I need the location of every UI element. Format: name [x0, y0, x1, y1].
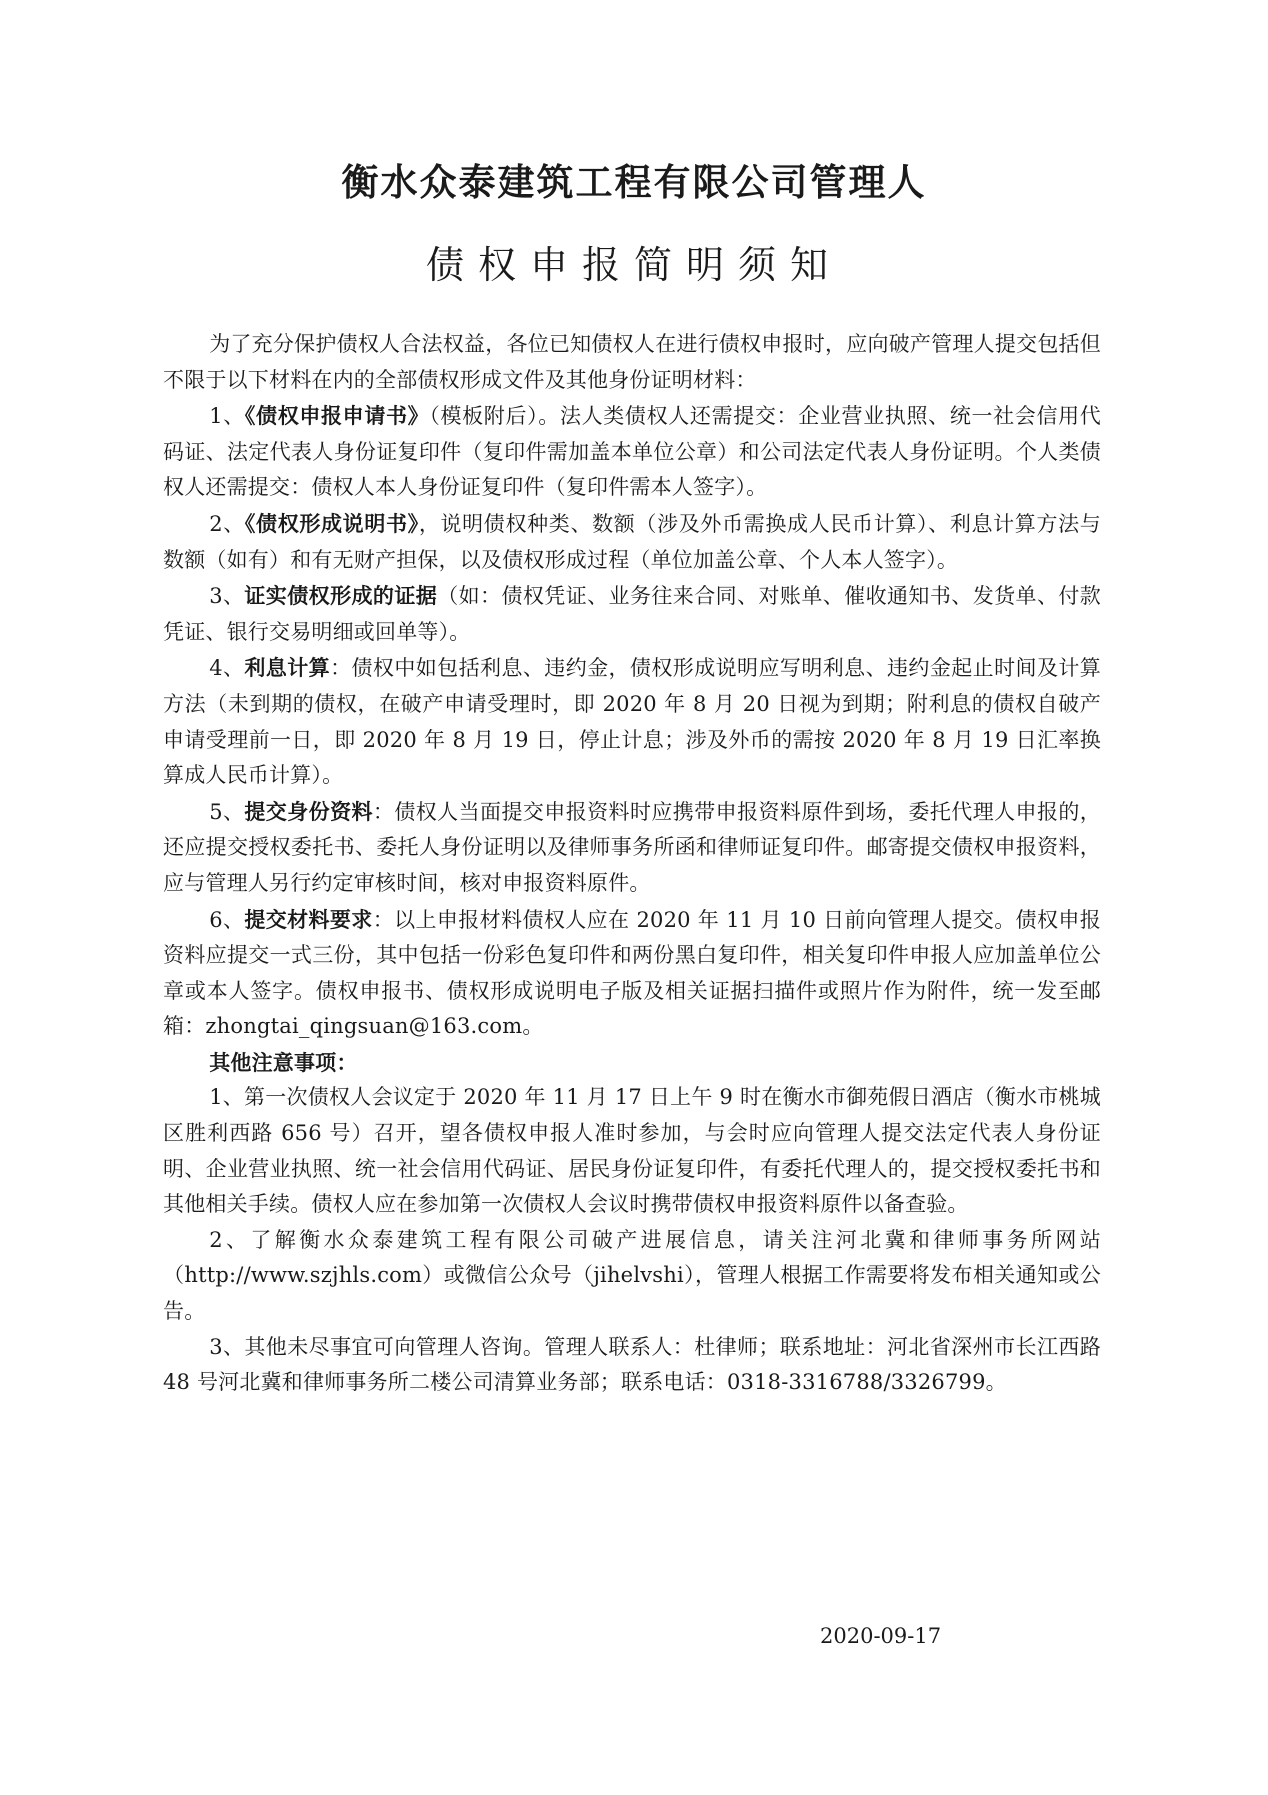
note-paragraph-3: 3、其他未尽事宜可向管理人咨询。管理人联系人：杜律师；联系地址：河北省深州市长江西路 48 号河北冀和律师事务所二楼公司清算业务部；联系电话：0318-3316788/3326799。 [163, 1334, 1101, 1395]
document-subtitle: 债权申报简明须知 [425, 243, 842, 287]
item-text: ：以上申报材料债权人应在 2020 年 11 月 10 日前向管理人提交。债权申报资料应提交一式三份，其中包括一份彩色复印件和两份黑白复印件，相关复印件申报人应加盖单位公章或本人签字。债权申报书、债权形成说明电子版及相关证据扫描件或照片作为附件，统一发至邮箱：zhongtai_qingsuan@163.com。 [163, 907, 1102, 1039]
item-keyword: 利息计算 [244, 655, 331, 681]
item-paragraph-4 [163, 650, 1101, 793]
item-number: 5、 [209, 799, 245, 824]
item-number: 6、 [209, 907, 245, 932]
item-text: ，说明债权种类、数额（涉及外币需换成人民币计算）、利息计算方法与数额（如有）和有无财产担保，以及债权形成过程（单位加盖公章、个人本人签字）。 [163, 511, 1101, 572]
item-keyword: 提交材料要求 [244, 906, 373, 932]
item-paragraph-1 [163, 398, 1101, 506]
item-number: 1、 [209, 404, 245, 429]
note-paragraph-1: 1、第一次债权人会议定于 2020 年 11 月 17 日上午 9 时在衡水市御苑假日酒店（衡水市桃城区胜利西路 656 号）召开，望各债权申报人准时参加，与会时应向管理人提交法定代表人身份证明、企业营业执照、统一社会信用代码证、居民身份证复印件，有委托代理人的，提交授权委托书和其他相关手续。债权人应在参加第一次债权人会议时携带债权申报资料原件以备查验。 [163, 1085, 1101, 1217]
item-paragraph-6 [163, 902, 1101, 1045]
document-body [163, 327, 1101, 1401]
item-text: ：债权中如包括利息、违约金，债权形成说明应写明利息、违约金起止时间及计算方法（未到期的债权，在破产申请受理时，即 2020 年 8 月 20 日视为到期；附利息的债权自破产申请受理前一日，即 2020 年 8 月 19 日，停止计息；涉及外币的需按 2020 年 8 月 19 日汇率换算成人民币计算）。 [163, 656, 1101, 788]
item-text: （模板附后）。法人类债权人还需提交：企业营业执照、统一社会信用代码证、法定代表人身份证复印件（复印件需加盖本单位公章）和公司法定代表人身份证明。个人类债权人还需提交：债权人本人身份证复印件（复印件需本人签字）。 [163, 404, 1101, 500]
item-keyword: 提交身份资料 [244, 798, 373, 824]
note-paragraph-2: 2、了解衡水众泰建筑工程有限公司破产进展信息，请关注河北冀和律师事务所网站（http://www.szjhls.com）或微信公众号（jihelvshi），管理人根据工作需要将发布相关通知或公告。 [163, 1227, 1101, 1324]
item-paragraph-3 [163, 578, 1101, 650]
document-title: 衡水众泰建筑工程有限公司管理人 [341, 160, 927, 204]
item-keyword: 《债权申报申请书》 [244, 403, 430, 429]
other-notes-heading: 其他注意事项： [209, 1049, 358, 1075]
item-text: ：债权人当面提交申报资料时应携带申报资料原件到场，委托代理人申报的，还应提交授权委托书、委托人身份证明以及律师事务所函和律师证复印件。邮寄提交债权申报资料，应与管理人另行约定审核时间，核对申报资料原件。 [163, 799, 1102, 895]
item-number: 4、 [209, 656, 245, 681]
item-text: （如：债权凭证、业务往来合同、对账单、催收通知书、发货单、付款凭证、银行交易明细或回单等）。 [163, 584, 1101, 644]
item-paragraph-5 [163, 794, 1101, 902]
document-date: 2020-09-17 [820, 1624, 942, 1648]
item-number: 3、 [209, 584, 245, 609]
item-keyword: 证实债权形成的证据 [244, 583, 438, 609]
item-number: 2、 [209, 511, 245, 536]
item-keyword: 《债权形成说明书》 [244, 510, 419, 536]
intro-paragraph: 为了充分保护债权人合法权益，各位已知债权人在进行债权申报时，应向破产管理人提交包括但不限于以下材料在内的全部债权形成文件及其他身份证明材料： [163, 332, 1101, 392]
item-paragraph-2 [163, 506, 1101, 578]
